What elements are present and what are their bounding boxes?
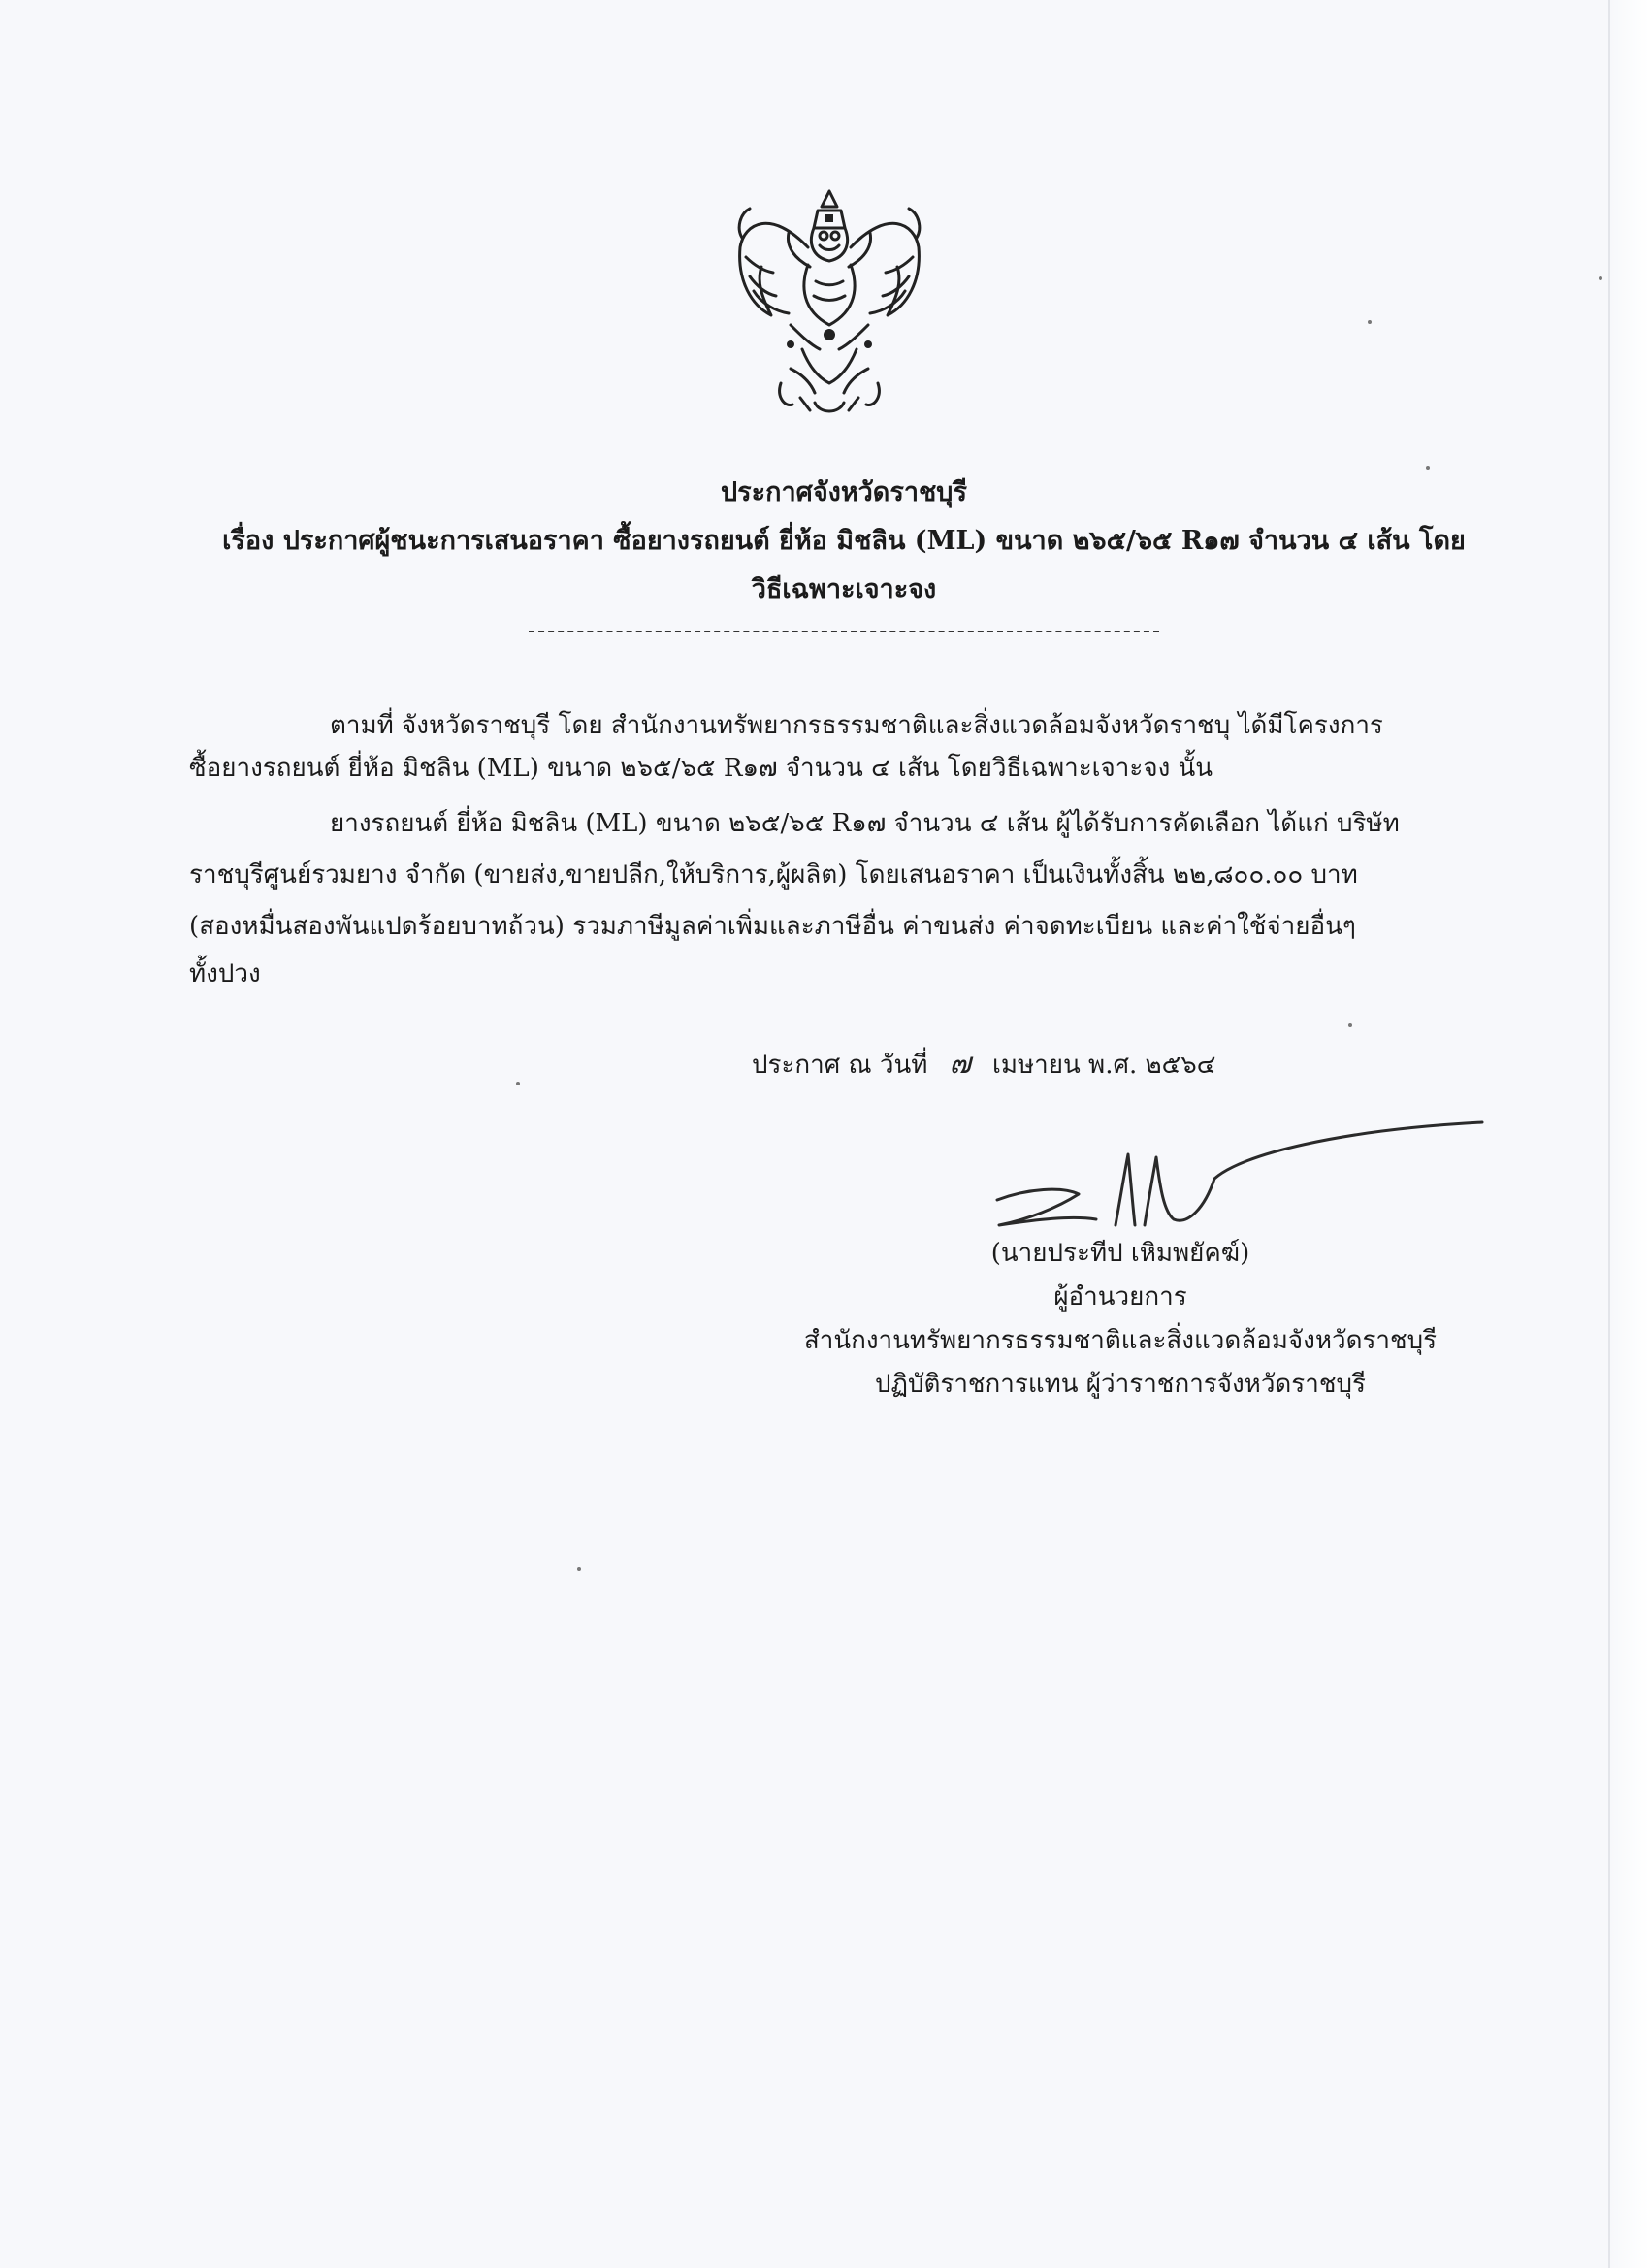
- para2-line1: ยางรถยนต์ ยี่ห้อ มิชลิน (ML) ขนาด ๒๖๕/๖๕ R๑๗ จำนวน ๔ เส้น ผู้ได้รับการคัดเลือก ได้แก่ บริษัท: [330, 809, 1400, 838]
- scan-speck: [1368, 320, 1372, 324]
- announcement-header: [175, 469, 1513, 614]
- scan-speck: [1348, 1023, 1352, 1027]
- scan-edge: [1608, 0, 1649, 2268]
- signature-image-icon: [989, 1111, 1494, 1251]
- para2-line3: (สองหมื่นสองพันแปดร้อยบาทถ้วน) รวมภาษีมูลค่าเพิ่มและภาษีอื่น ค่าขนส่ง ค่าจดทะเบียน และค่าใช้จ่ายอื่นๆ: [189, 912, 1356, 941]
- scan-speck: [1426, 466, 1430, 470]
- announcement-subject-line1: เรื่อง ประกาศผู้ชนะการเสนอราคา ซื้อยางรถยนต์ ยี่ห้อ มิชลิน (ML) ขนาด ๒๖๕/๖๕ R๑๗ จำนวน ๔ เส้น โดย: [222, 526, 1466, 556]
- signatory-name: (นายประทีป เหิมพยัคฆ์): [990, 1239, 1250, 1268]
- para2-line4: ทั้งปวง: [189, 959, 261, 988]
- announcement-subject-line2: วิธีเฉพาะเจาะจง: [751, 574, 937, 604]
- scan-speck: [516, 1082, 520, 1085]
- garuda-emblem-icon: [732, 189, 926, 422]
- signatory-office: สำนักงานทรัพยากรธรรมชาติและสิ่งแวดล้อมจังหวัดราชบุรี: [803, 1326, 1438, 1355]
- scan-speck: [577, 1567, 581, 1571]
- para2-line2: ราชบุรีศูนย์รวมยาง จำกัด (ขายส่ง,ขายปลีก,ให้บริการ,ผู้ผลิต) โดยเสนอราคา เป็นเงินทั้งสิ้น ๒๒,๘๐๐.๐๐ บาท: [189, 860, 1358, 890]
- signatory-position: ผู้อำนวยการ: [1053, 1282, 1187, 1312]
- announcement-title: ประกาศจังหวัดราชบุรี: [721, 477, 967, 507]
- para1-line1: ตามที่ จังหวัดราชบุรี โดย สำนักงานทรัพยากรธรรมชาติและสิ่งแวดล้อมจังหวัดราชบุ ได้มีโครงการ: [330, 711, 1383, 740]
- scan-speck: [1599, 276, 1602, 280]
- signatory-block: [757, 1232, 1484, 1407]
- date-prefix: ประกาศ ณ วันที่: [752, 1051, 928, 1080]
- date-day-handwritten: ๗: [949, 1047, 972, 1081]
- separator-line: [529, 631, 1159, 632]
- announcement-date: [752, 1045, 1216, 1085]
- date-month-year: เมษายน พ.ศ. ๒๕๖๔: [992, 1051, 1216, 1080]
- para1-line2: ซื้อยางรถยนต์ ยี่ห้อ มิชลิน (ML) ขนาด ๒๖๕/๖๕ R๑๗ จำนวน ๔ เส้น โดยวิธีเฉพาะเจาะจง นั้น: [189, 754, 1213, 783]
- signatory-acting-for: ปฏิบัติราชการแทน ผู้ว่าราชการจังหวัดราชบุรี: [875, 1370, 1366, 1399]
